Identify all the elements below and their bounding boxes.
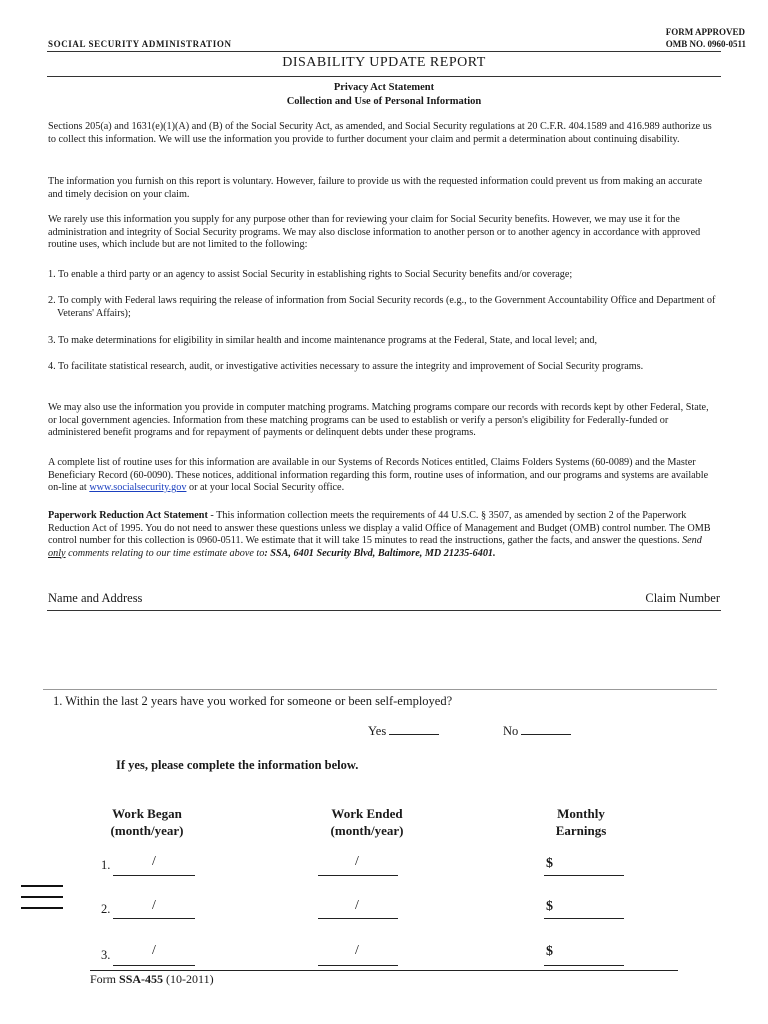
form-title: DISABILITY UPDATE REPORT — [282, 55, 486, 70]
no-blank[interactable] — [521, 722, 571, 735]
form-footer: Form SSA-455 (10-2011) — [90, 972, 214, 986]
margin-mark-1 — [21, 885, 63, 887]
yes-label: Yes — [368, 724, 387, 738]
row-2-began-slash: / — [152, 898, 156, 913]
ssa-website-link[interactable]: www.socialsecurity.gov — [89, 482, 187, 493]
monthly-earnings-header: Monthly Earnings — [555, 806, 607, 838]
no-label: No — [503, 724, 519, 738]
omb-number: OMB NO. 0960-0511 — [665, 39, 746, 49]
row-1-work-ended-field[interactable] — [318, 875, 398, 876]
privacy-heading — [0, 81, 768, 109]
header-rule — [47, 51, 721, 52]
privacy-paragraph-5: A complete list of routine uses for this information are available in our Systems of Records Notices entitled, Claims Folders Systems (60-0089) and the Master Beneficiary Record (60-0090). These notices, additional information regarding this form, routine uses of information, and our programs and systems are available on-line at www.socialsecurity.gov or at your local Social Security office. — [48, 457, 709, 493]
yes-blank[interactable] — [389, 722, 439, 735]
privacy-heading-line1: Privacy Act Statement — [333, 82, 435, 93]
row-2-work-ended-field[interactable] — [318, 918, 398, 919]
name-field-rule[interactable] — [47, 610, 721, 611]
row-3-number: 3. — [101, 948, 111, 962]
yes-option — [368, 722, 439, 739]
row-3-earnings-field[interactable] — [544, 965, 624, 966]
omb-approval — [666, 26, 746, 50]
row-1-dollar: $ — [546, 856, 553, 871]
row-2-number: 2. — [101, 902, 111, 916]
question-1: 1. Within the last 2 years have you worked for someone or been self-employed? — [53, 694, 453, 708]
agency-name: SOCIAL SECURITY ADMINISTRATION — [48, 39, 232, 49]
margin-mark-2 — [21, 896, 63, 898]
privacy-heading-line2: Collection and Use of Personal Information — [286, 96, 482, 107]
work-began-header: Work Began (month/year) — [110, 806, 184, 838]
name-address-label: Name and Address — [48, 591, 143, 605]
paperwork-heading: Paperwork Reduction Act Statement — [48, 510, 208, 521]
row-2-dollar: $ — [546, 899, 553, 914]
routine-use-item-4: 4. To facilitate statistical research, audit, or investigative activities necessary to assure the integrity and improvement of Social Security programs. — [48, 361, 644, 372]
paperwork-statement: Paperwork Reduction Act Statement - This information collection meets the requirements of 44 U.S.C. § 3507, as amended by section 2 of the Paperwork Reduction Act of 1995. You do not need to answer these questions unless we display a valid Office of Management and Budget (OMB) control number. The OMB control number for this collection is 0960-0511. We estimate that it will take 15 minutes to read the instructions, gather the facts, and answer the questions. Send only comments relating to our time estimate above to: SSA, 6401 Security Blvd, Baltimore, MD 21235-6401. — [48, 510, 711, 559]
work-ended-header: Work Ended (month/year) — [330, 806, 404, 838]
no-option — [503, 722, 571, 739]
row-3-ended-slash: / — [355, 943, 359, 958]
row-1-ended-slash: / — [355, 854, 359, 869]
row-3-work-began-field[interactable] — [113, 965, 195, 966]
row-1-began-slash: / — [152, 854, 156, 869]
privacy-paragraph-4: We may also use the information you provide in computer matching programs. Matching programs compare our records with records kept by other Federal, State, or local government agencies. Information from these matching programs can be used to establish or verify a person's eligibility for Federally-funded or administered benefit programs and for repayment of payments or delinquent debts under these programs. — [48, 402, 709, 438]
routine-use-item-2: 2. To comply with Federal laws requiring the release of information from Social Security records (e.g., to the Government Accountability Office and Department of Veterans' Affairs); — [48, 295, 716, 319]
row-2-work-began-field[interactable] — [113, 918, 195, 919]
title-rule — [47, 76, 721, 77]
row-1-work-began-field[interactable] — [113, 875, 195, 876]
privacy-paragraph-1: Sections 205(a) and 1631(e)(1)(A) and (B) of the Social Security Act, as amended, and Social Security regulations at 20 C.F.R. 404.1589 and 416.989 authorize us to collect this information. We will use the information you provide to further document your claim and permit a determination about continuing disability. — [48, 121, 712, 145]
claim-number-label: Claim Number — [645, 591, 720, 605]
margin-mark-3 — [21, 907, 63, 909]
privacy-paragraph-2: The information you furnish on this report is voluntary. However, failure to provide us with the requested information could prevent us from making an accurate and timely decision on your claim. — [48, 176, 703, 200]
row-2-ended-slash: / — [355, 898, 359, 913]
row-1-number: 1. — [101, 858, 111, 872]
privacy-paragraph-3: We rarely use this information you supply for any purpose other than for reviewing your claim for Social Security benefits. However, we may use it for the administration and integrity of Social Security programs. We may also disclose information to another person or to another agency in accordance with approved routine uses, which include but are not limited to the following: — [48, 214, 701, 250]
form-number: SSA-455 — [119, 972, 164, 986]
footer-rule — [90, 970, 678, 971]
routine-use-item-1: 1. To enable a third party or an agency to assist Social Security in establishing rights to Social Security benefits and/or coverage; — [48, 269, 573, 280]
form-approved-label: FORM APPROVED — [665, 27, 745, 37]
row-3-work-ended-field[interactable] — [318, 965, 398, 966]
row-2-earnings-field[interactable] — [544, 918, 624, 919]
routine-use-item-3: 3. To make determinations for eligibility in similar health and income maintenance programs at the Federal, State, and local level; and, — [48, 335, 598, 346]
row-3-dollar: $ — [546, 944, 553, 959]
row-3-began-slash: / — [152, 943, 156, 958]
if-yes-instruction: If yes, please complete the information below. — [116, 758, 359, 772]
address-field-rule[interactable] — [43, 689, 717, 690]
row-1-earnings-field[interactable] — [544, 875, 624, 876]
